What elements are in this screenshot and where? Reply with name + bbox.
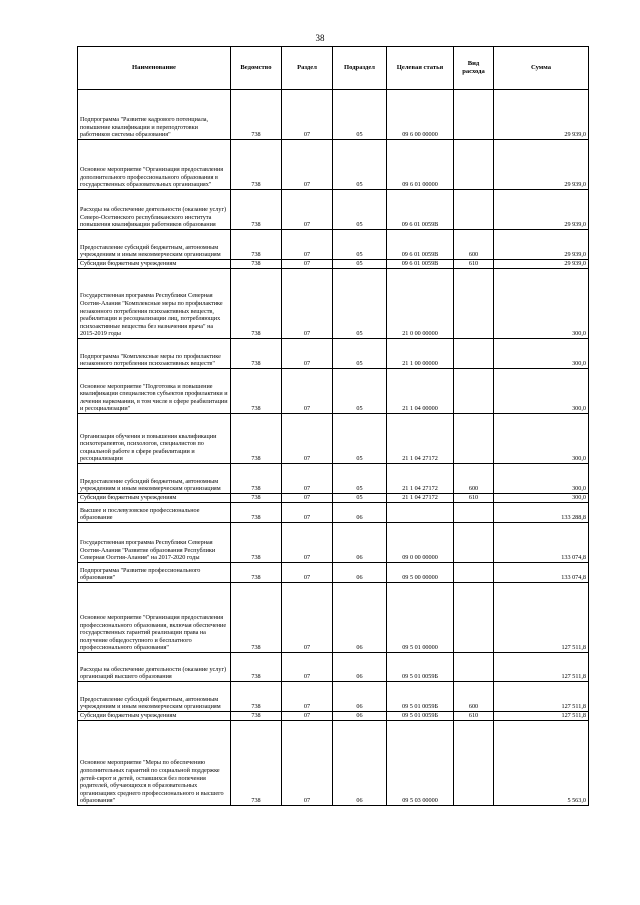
cell-target-article: 09 5 01 00000 xyxy=(387,583,454,653)
cell-name: Основное мероприятие "Меры по обеспечению дополнительных гарантий по социальной поддержке детей-сирот и детей, оставшихся без попечения родителей, обучающихся в образовательных организациях среднего профессионального и высшего образования" xyxy=(78,721,231,806)
cell-expense-type xyxy=(454,563,494,583)
cell-podrazdel: 05 xyxy=(333,464,387,494)
cell-podrazdel: 05 xyxy=(333,140,387,190)
cell-target-article: 09 5 00 00000 xyxy=(387,563,454,583)
cell-name: Подпрограмма "Развитие профессионального образования" xyxy=(78,563,231,583)
cell-podrazdel: 06 xyxy=(333,721,387,806)
cell-sum: 300,0 xyxy=(494,369,589,414)
cell-vedomstvo: 738 xyxy=(231,369,282,414)
cell-razdel: 07 xyxy=(282,269,333,339)
cell-razdel: 07 xyxy=(282,339,333,369)
cell-expense-type: 600 xyxy=(454,682,494,712)
cell-razdel: 07 xyxy=(282,414,333,464)
cell-name: Государственная программа Республики Северная Осетия-Алания "Комплексные меры по профилактике незаконного потребления психоактивных веществ, реабилитации и ресоциализации лиц, потребляющих психоактивные вещества без назначения врача" на 2015-2019 годы xyxy=(78,269,231,339)
cell-razdel: 07 xyxy=(282,583,333,653)
cell-target-article: 21 0 00 00000 xyxy=(387,269,454,339)
table-row xyxy=(78,523,589,563)
cell-name: Основное мероприятие "Организация предоставления дополнительного профессионального образования в государственных образовательных организациях" xyxy=(78,140,231,190)
cell-sum: 5 563,0 xyxy=(494,721,589,806)
cell-vedomstvo: 738 xyxy=(231,260,282,269)
cell-vedomstvo: 738 xyxy=(231,712,282,721)
cell-podrazdel: 06 xyxy=(333,682,387,712)
table-row xyxy=(78,494,589,503)
cell-razdel: 07 xyxy=(282,503,333,523)
cell-expense-type xyxy=(454,414,494,464)
cell-name: Расходы на обеспечение деятельности (оказание услуг) Северо-Осетинского республиканского института повышения квалификации работников образования xyxy=(78,190,231,230)
cell-podrazdel: 06 xyxy=(333,583,387,653)
header-podrazdel: Подраздел xyxy=(333,47,387,90)
header-target-article: Целевая статья xyxy=(387,47,454,90)
cell-podrazdel: 05 xyxy=(333,339,387,369)
cell-target-article: 09 5 01 0059Б xyxy=(387,712,454,721)
cell-expense-type xyxy=(454,269,494,339)
table-row xyxy=(78,653,589,682)
budget-table xyxy=(77,46,589,806)
cell-vedomstvo: 738 xyxy=(231,682,282,712)
cell-target-article: 21 1 04 27172 xyxy=(387,414,454,464)
cell-vedomstvo: 738 xyxy=(231,563,282,583)
cell-vedomstvo: 738 xyxy=(231,414,282,464)
cell-razdel: 07 xyxy=(282,563,333,583)
header-expense-type: Вид расхода xyxy=(454,47,494,90)
cell-sum: 133 288,8 xyxy=(494,503,589,523)
cell-sum: 133 074,8 xyxy=(494,563,589,583)
cell-vedomstvo: 738 xyxy=(231,583,282,653)
cell-name: Подпрограмма "Комплексные меры по профилактике незаконного потребления психоактивных веществ" xyxy=(78,339,231,369)
cell-expense-type xyxy=(454,653,494,682)
cell-name: Предоставление субсидий бюджетным, автономным учреждениям и иным некоммерческим организациям xyxy=(78,682,231,712)
cell-razdel: 07 xyxy=(282,682,333,712)
cell-podrazdel: 05 xyxy=(333,369,387,414)
cell-podrazdel: 06 xyxy=(333,523,387,563)
cell-target-article xyxy=(387,503,454,523)
cell-expense-type xyxy=(454,190,494,230)
cell-sum: 29 939,0 xyxy=(494,260,589,269)
cell-name: Субсидии бюджетным учреждениям xyxy=(78,712,231,721)
cell-razdel: 07 xyxy=(282,494,333,503)
cell-podrazdel: 05 xyxy=(333,230,387,260)
cell-target-article: 09 5 03 00000 xyxy=(387,721,454,806)
cell-razdel: 07 xyxy=(282,90,333,140)
table-row xyxy=(78,369,589,414)
header-razdel: Раздел xyxy=(282,47,333,90)
cell-podrazdel: 05 xyxy=(333,90,387,140)
cell-vedomstvo: 738 xyxy=(231,523,282,563)
cell-podrazdel: 05 xyxy=(333,269,387,339)
cell-razdel: 07 xyxy=(282,653,333,682)
cell-expense-type xyxy=(454,339,494,369)
cell-razdel: 07 xyxy=(282,230,333,260)
table-row xyxy=(78,712,589,721)
cell-target-article: 21 1 04 27172 xyxy=(387,494,454,503)
table-row xyxy=(78,682,589,712)
cell-sum: 300,0 xyxy=(494,269,589,339)
cell-name: Расходы на обеспечение деятельности (оказание услуг) организаций высшего образования xyxy=(78,653,231,682)
table-row xyxy=(78,464,589,494)
table-body xyxy=(78,90,589,806)
cell-podrazdel: 06 xyxy=(333,653,387,682)
cell-target-article: 09 6 01 0059В xyxy=(387,190,454,230)
table-row xyxy=(78,90,589,140)
cell-target-article: 09 5 01 0059Б xyxy=(387,682,454,712)
cell-sum: 127 511,8 xyxy=(494,653,589,682)
cell-sum: 29 939,0 xyxy=(494,190,589,230)
cell-expense-type xyxy=(454,523,494,563)
table-header-row xyxy=(78,47,589,90)
cell-target-article: 21 1 04 00000 xyxy=(387,369,454,414)
cell-sum: 300,0 xyxy=(494,494,589,503)
cell-expense-type xyxy=(454,369,494,414)
cell-expense-type: 600 xyxy=(454,464,494,494)
cell-name: Основное мероприятие "Подготовка и повышение квалификации специалистов субъектов профилактики и лечения наркомании, в том числе в сфере реабилитации и ресоциализации" xyxy=(78,369,231,414)
cell-razdel: 07 xyxy=(282,369,333,414)
cell-podrazdel: 06 xyxy=(333,712,387,721)
cell-sum: 29 939,0 xyxy=(494,140,589,190)
cell-target-article: 21 1 04 27172 xyxy=(387,464,454,494)
cell-name: Государственная программа Республики Северная Осетия-Алания "Развитие образования Республики Северная Осетия-Алания" на 2017-2020 годы xyxy=(78,523,231,563)
cell-sum: 127 511,8 xyxy=(494,712,589,721)
cell-target-article: 09 6 01 00000 xyxy=(387,140,454,190)
table-row xyxy=(78,190,589,230)
cell-expense-type: 610 xyxy=(454,712,494,721)
cell-vedomstvo: 738 xyxy=(231,339,282,369)
cell-podrazdel: 05 xyxy=(333,190,387,230)
cell-name: Предоставление субсидий бюджетным, автономным учреждениям и иным некоммерческим организациям xyxy=(78,230,231,260)
cell-name: Предоставление субсидий бюджетным, автономным учреждениям и иным некоммерческим организациям xyxy=(78,464,231,494)
cell-vedomstvo: 738 xyxy=(231,90,282,140)
cell-razdel: 07 xyxy=(282,260,333,269)
cell-name: Основное мероприятие "Организация предоставления профессионального образования, включая обеспечение государственных гарантий реализации права на получение общедоступного и бесплатного профессионального образования" xyxy=(78,583,231,653)
header-name: Наименование xyxy=(78,47,231,90)
table-row xyxy=(78,140,589,190)
cell-expense-type: 610 xyxy=(454,260,494,269)
cell-podrazdel: 06 xyxy=(333,563,387,583)
cell-vedomstvo: 738 xyxy=(231,653,282,682)
cell-expense-type xyxy=(454,583,494,653)
cell-sum: 29 939,0 xyxy=(494,90,589,140)
cell-podrazdel: 05 xyxy=(333,494,387,503)
cell-sum: 133 074,8 xyxy=(494,523,589,563)
cell-vedomstvo: 738 xyxy=(231,464,282,494)
cell-vedomstvo: 738 xyxy=(231,503,282,523)
page-number: 38 xyxy=(315,33,325,43)
cell-razdel: 07 xyxy=(282,140,333,190)
cell-expense-type xyxy=(454,140,494,190)
cell-sum: 300,0 xyxy=(494,414,589,464)
cell-target-article: 09 6 01 0059В xyxy=(387,230,454,260)
cell-vedomstvo: 738 xyxy=(231,721,282,806)
cell-name: Субсидии бюджетным учреждениям xyxy=(78,494,231,503)
header-sum: Сумма xyxy=(494,47,589,90)
cell-expense-type xyxy=(454,90,494,140)
cell-vedomstvo: 738 xyxy=(231,230,282,260)
table-row xyxy=(78,503,589,523)
cell-name: Организация обучения и повышения квалификации психотерапевтов, психологов, специалистов по социальной работе в сфере реабилитации и ресоциализации xyxy=(78,414,231,464)
table-row xyxy=(78,563,589,583)
cell-podrazdel: 06 xyxy=(333,503,387,523)
cell-target-article: 09 6 00 00000 xyxy=(387,90,454,140)
table-row xyxy=(78,269,589,339)
cell-vedomstvo: 738 xyxy=(231,140,282,190)
cell-name: Субсидии бюджетным учреждениям xyxy=(78,260,231,269)
table-row xyxy=(78,583,589,653)
cell-vedomstvo: 738 xyxy=(231,269,282,339)
cell-sum: 300,0 xyxy=(494,339,589,369)
header-vedomstvo: Ведомство xyxy=(231,47,282,90)
cell-sum: 29 939,0 xyxy=(494,230,589,260)
table-row xyxy=(78,414,589,464)
table-row xyxy=(78,721,589,806)
cell-sum: 127 511,8 xyxy=(494,682,589,712)
cell-name: Подпрограмма "Развитие кадрового потенциала, повышение квалификации и переподготовки работников системы образования" xyxy=(78,90,231,140)
cell-razdel: 07 xyxy=(282,190,333,230)
cell-razdel: 07 xyxy=(282,712,333,721)
cell-expense-type xyxy=(454,721,494,806)
cell-name: Высшее и послевузовское профессиональное образование xyxy=(78,503,231,523)
cell-vedomstvo: 738 xyxy=(231,494,282,503)
cell-razdel: 07 xyxy=(282,464,333,494)
cell-sum: 300,0 xyxy=(494,464,589,494)
cell-podrazdel: 05 xyxy=(333,414,387,464)
cell-expense-type xyxy=(454,503,494,523)
cell-expense-type: 610 xyxy=(454,494,494,503)
cell-expense-type: 600 xyxy=(454,230,494,260)
cell-target-article: 21 1 00 00000 xyxy=(387,339,454,369)
cell-target-article: 09 5 01 0059Б xyxy=(387,653,454,682)
cell-target-article: 09 0 00 00000 xyxy=(387,523,454,563)
table-row xyxy=(78,230,589,260)
table-row xyxy=(78,339,589,369)
cell-sum: 127 511,8 xyxy=(494,583,589,653)
cell-vedomstvo: 738 xyxy=(231,190,282,230)
cell-razdel: 07 xyxy=(282,721,333,806)
cell-razdel: 07 xyxy=(282,523,333,563)
table-row xyxy=(78,260,589,269)
cell-podrazdel: 05 xyxy=(333,260,387,269)
cell-target-article: 09 6 01 0059В xyxy=(387,260,454,269)
